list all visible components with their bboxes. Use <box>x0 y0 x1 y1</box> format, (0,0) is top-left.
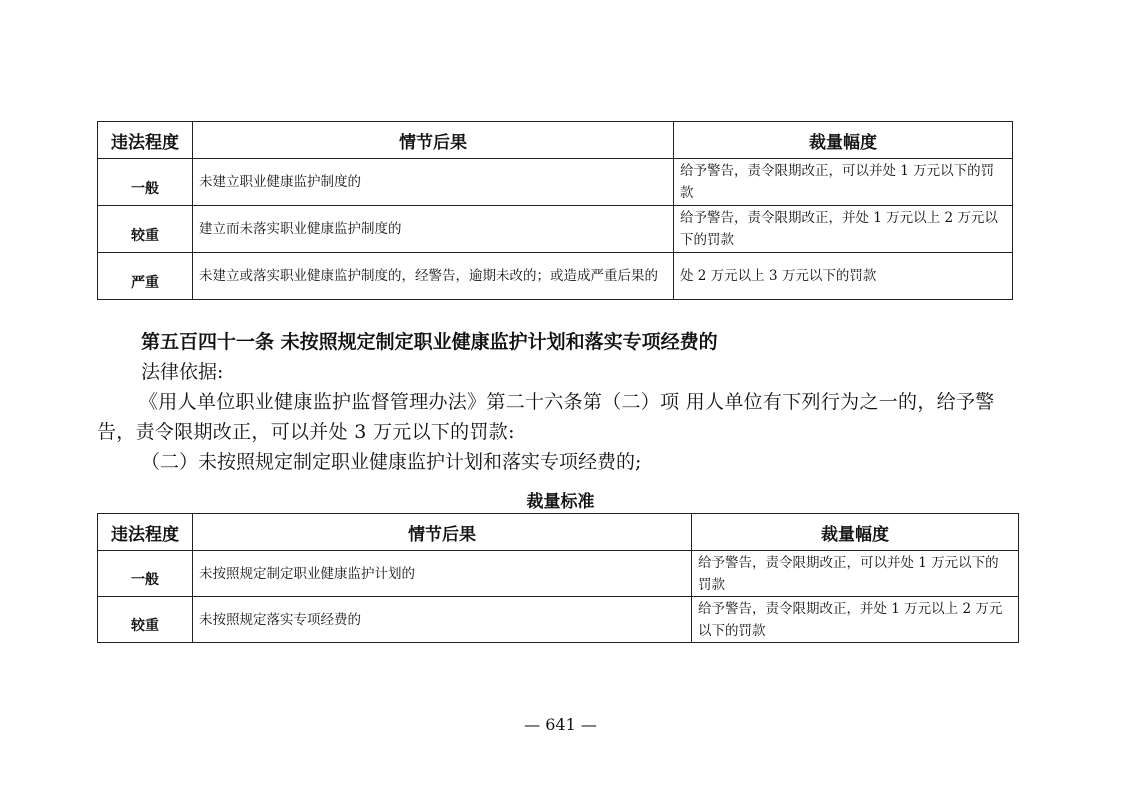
row-level: 严重 <box>98 253 193 300</box>
header-circumstance: 情节后果 <box>193 514 692 551</box>
row-circumstance: 未按照规定制定职业健康监护计划的 <box>193 551 692 597</box>
header-penalty-range: 裁量幅度 <box>692 514 1019 551</box>
header-violation-degree: 违法程度 <box>98 122 193 159</box>
table-row <box>98 253 1013 300</box>
row-penalty: 给予警告，责令限期改正，并处 1 万元以上 2 万元以下的罚款 <box>674 206 1013 253</box>
legal-basis-label: 法律依据: <box>141 361 224 383</box>
table-header-row <box>98 514 1019 551</box>
row-level: 一般 <box>98 159 193 206</box>
header-penalty-range: 裁量幅度 <box>674 122 1013 159</box>
page-number: — 641 — <box>524 715 597 734</box>
discretion-table-1 <box>97 121 1013 300</box>
table-row <box>98 159 1013 206</box>
row-level: 一般 <box>98 551 193 597</box>
header-violation-degree: 违法程度 <box>98 514 193 551</box>
legal-basis-item: （二）未按照规定制定职业健康监护计划和落实专项经费的; <box>141 451 642 473</box>
row-penalty: 给予警告，责令限期改正，可以并处 1 万元以下的罚款 <box>674 159 1013 206</box>
table-header-row <box>98 122 1013 159</box>
row-level: 较重 <box>98 597 193 643</box>
row-level: 较重 <box>98 206 193 253</box>
article-title: 第五百四十一条 未按照规定制定职业健康监护计划和落实专项经费的 <box>141 331 718 353</box>
row-circumstance: 未建立或落实职业健康监护制度的，经警告，逾期未改的；或造成严重后果的 <box>193 253 674 300</box>
table-row <box>98 551 1019 597</box>
row-penalty: 给予警告，责令限期改正，可以并处 1 万元以下的罚款 <box>692 551 1019 597</box>
legal-basis-text: 《用人单位职业健康监护监督管理办法》第二十六条第（二）项 用人单位有下列行为之一的，给予警告，责令限期改正，可以并处 3 万元以下的罚款: <box>97 391 995 443</box>
table-row <box>98 206 1013 253</box>
table-caption: 裁量标准 <box>526 492 595 512</box>
row-circumstance: 未建立职业健康监护制度的 <box>193 159 674 206</box>
table-row <box>98 597 1019 643</box>
row-circumstance: 建立而未落实职业健康监护制度的 <box>193 206 674 253</box>
discretion-table-2 <box>97 513 1019 643</box>
row-penalty: 处 2 万元以上 3 万元以下的罚款 <box>674 253 1013 300</box>
header-circumstance: 情节后果 <box>193 122 674 159</box>
row-penalty: 给予警告，责令限期改正，并处 1 万元以上 2 万元以下的罚款 <box>692 597 1019 643</box>
row-circumstance: 未按照规定落实专项经费的 <box>193 597 692 643</box>
